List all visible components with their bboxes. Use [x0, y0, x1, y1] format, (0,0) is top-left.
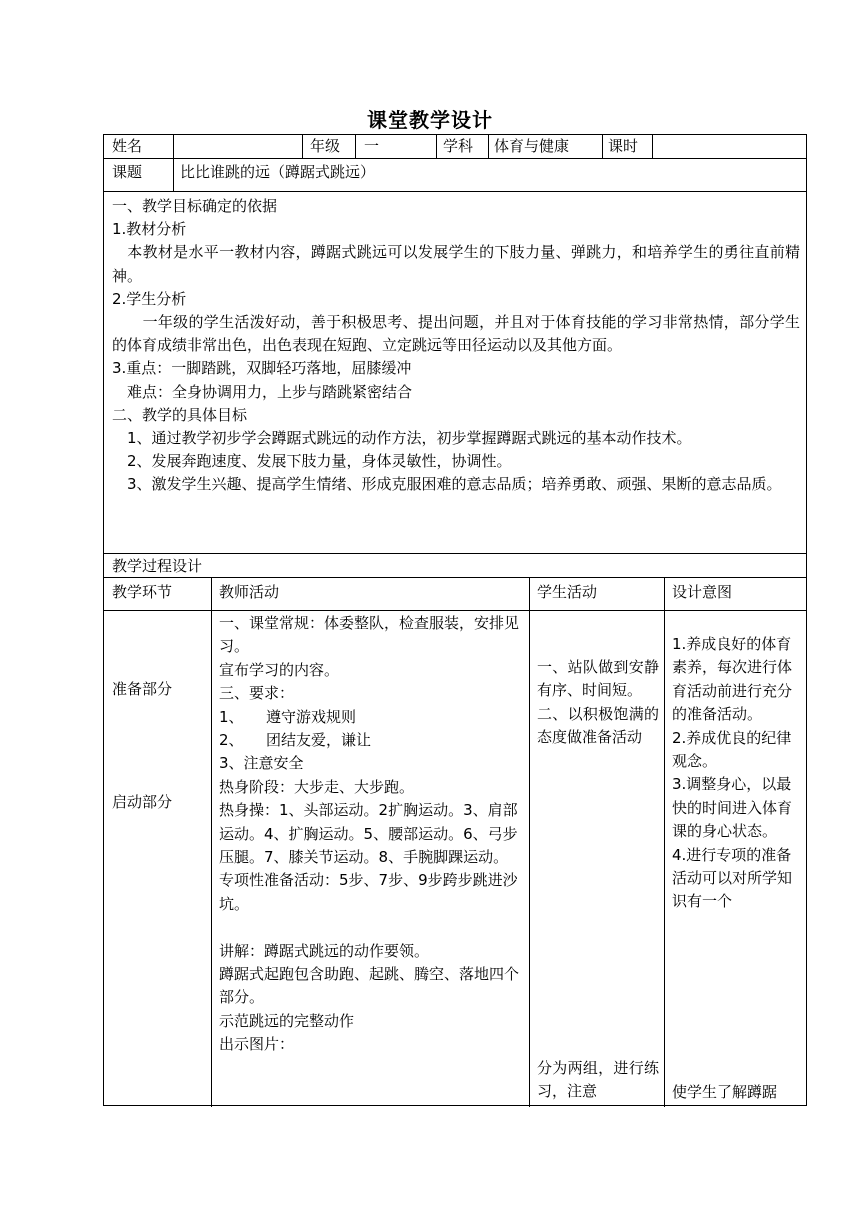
student-line: 二、以积极饱满的态度做准备活动	[537, 704, 659, 747]
teacher-line: 示范跳远的完整动作	[219, 1011, 355, 1030]
column-header-student: 学生活动	[537, 583, 598, 601]
topic-value: 比比谁跳的远（蹲踞式跳远）	[180, 163, 376, 181]
subject-label: 学科	[443, 137, 474, 155]
subject-value: 体育与健康	[494, 137, 570, 155]
objective-line: 1、通过教学初步学会蹲踞式跳远的动作方法，初步掌握蹲踞式跳远的基本动作技术。	[112, 429, 692, 448]
teacher-line: 三、要求：	[219, 684, 295, 703]
intent-line: 3.调整身心，以最快的时间进入体育课的身心状态。	[672, 775, 793, 841]
student-activity	[537, 656, 659, 750]
teacher-line: 蹲踞式起跑包含助跑、起跳、腾空、落地四个部分。	[219, 965, 520, 1007]
grade-value: 一	[364, 137, 380, 155]
period-label: 课时	[608, 137, 639, 155]
teacher-line: 宣布学习的内容。	[219, 660, 340, 679]
objective-line: 本教材是水平一教材内容，蹲踞式跳远可以发展学生的下肢力量、弹跳力，和培养学生的勇往直前精神。	[112, 243, 800, 285]
teacher-line: 讲解：蹲踞式跳远的动作要领。	[219, 941, 430, 960]
objective-line: 3、激发学生兴趣、提高学生情绪、形成克服困难的意志品质；培养勇敢、顽强、果断的意志品质。	[112, 475, 782, 494]
objective-line: 3.重点：一脚踏跳，双脚轻巧落地，屈膝缓冲	[112, 359, 412, 378]
objective-line: 1.教材分析	[112, 220, 187, 239]
design-intent	[672, 633, 800, 914]
objective-line: 二、教学的具体目标	[112, 405, 248, 424]
teacher-line: 热身操：1、头部运动。2扩胸运动。3、肩部运动。4、扩胸运动。5、腰部运动。6、弓步压腿。7、膝关节运动。8、手腕脚踝运动。	[219, 801, 518, 867]
teacher-line: 2、 团结友爱，谦让	[219, 731, 372, 750]
column-header-intent: 设计意图	[672, 583, 733, 601]
intent-line: 4.进行专项的准备活动可以对所学知识有一个	[672, 845, 793, 911]
intent-line: 2.养成优良的纪律观念。	[672, 728, 792, 771]
stage-preparation: 准备部分	[112, 680, 173, 698]
teacher-line	[219, 916, 523, 939]
objective-line: 难点：全身协调用力，上步与踏跳紧密结合	[112, 382, 413, 401]
page-title: 课堂教学设计	[367, 108, 493, 132]
objective-line: 2、发展奔跑速度、发展下肢力量，身体灵敏性，协调性。	[112, 452, 512, 471]
grade-label: 年级	[310, 137, 341, 155]
column-header-stage: 教学环节	[112, 583, 173, 601]
objective-line: 一年级的学生活泼好动，善于积极思考、提出问题，并且对于体育技能的学习非常热情，部分学生的体育成绩非常出色，出色表现在短跑、立定跳远等田径运动以及其他方面。	[112, 313, 800, 355]
stage-warmup: 启动部分	[112, 793, 173, 811]
objective-line: 一、教学目标确定的依据	[112, 197, 278, 215]
name-label: 姓名	[112, 137, 143, 155]
objectives-section	[112, 195, 800, 497]
column-header-teacher: 教师活动	[219, 583, 280, 601]
topic-label: 课题	[112, 163, 143, 181]
lesson-plan-table	[103, 134, 807, 1106]
teacher-line: 3、注意安全	[219, 754, 304, 773]
teacher-activity	[219, 612, 523, 1057]
student-line: 一、站队做到安静有序、时间短。	[537, 658, 659, 700]
teacher-line: 一、课堂常规：体委整队，检查服装，安排见习。	[219, 614, 520, 656]
design-intent-continued: 使学生了解蹲踞	[672, 1083, 778, 1101]
objective-line: 2.学生分析	[112, 289, 187, 308]
teacher-line: 热身阶段：大步走、大步跑。	[219, 777, 415, 796]
intent-line: 1.养成良好的体育素养，每次进行体育活动前进行充分的准备活动。	[672, 635, 793, 724]
process-heading: 教学过程设计	[112, 557, 203, 575]
teacher-line: 1、 遵守游戏规则	[219, 707, 357, 726]
teacher-line: 专项性准备活动：5步、7步、9步跨步跳进沙坑。	[219, 871, 518, 913]
teacher-line: 出示图片：	[219, 1035, 295, 1054]
student-activity-continued: 分为两组，进行练习，注意	[537, 1059, 659, 1101]
